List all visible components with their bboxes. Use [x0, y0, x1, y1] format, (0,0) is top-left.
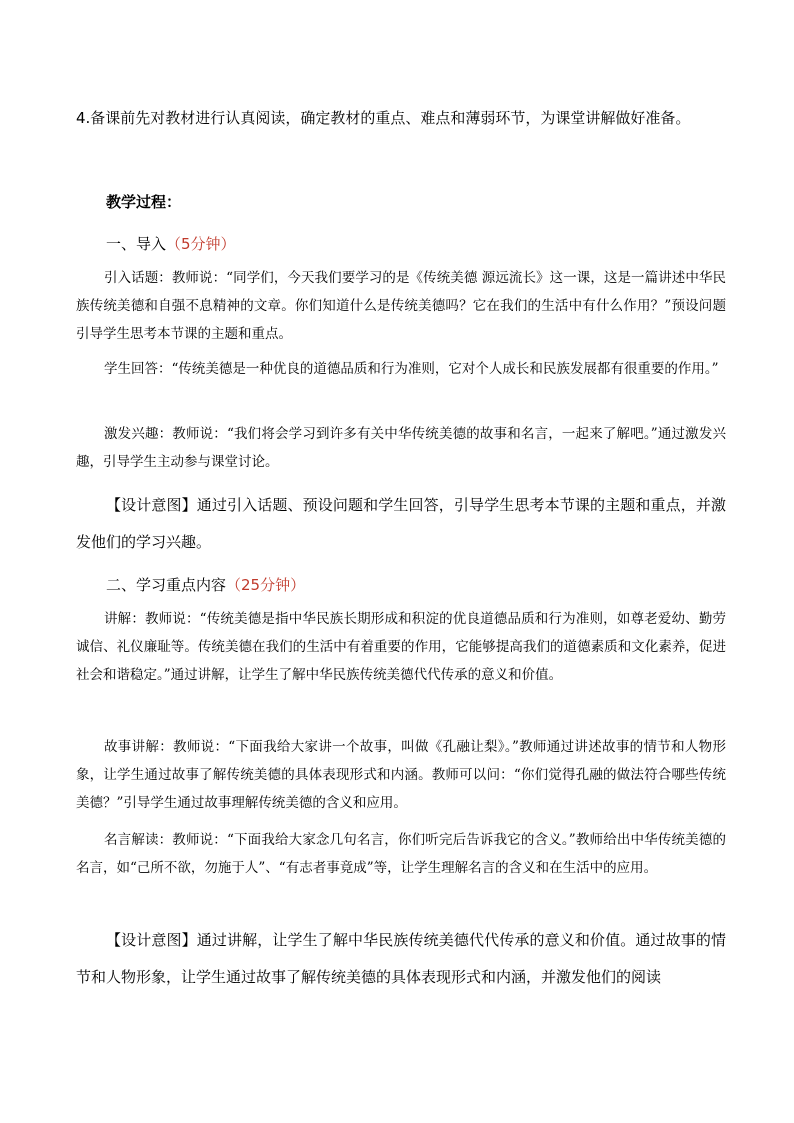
s1-topic-paragraph: 引入话题：教师说：“同学们，今天我们要学习的是《传统美德 源远流长》这一课，这是一篇讲述中华民族传统美德和自强不息精神的文章。你们知道什么是传统美德吗？它在我们的生活中有什么作用？”预设问题引导学生思考本节课的主题和重点。	[76, 270, 726, 342]
teaching-process-heading: 教学过程：	[106, 193, 182, 211]
section-2-heading	[106, 574, 305, 596]
section-1-title: 一、导入	[106, 235, 167, 253]
s2-story-paragraph: 故事讲解：教师说：“下面我给大家讲一个故事，叫做《孔融让梨》。”教师通过讲述故事的情节和人物形象，让学生通过故事了解传统美德的具体表现形式和内涵。教师可以问：“你们觉得孔融的做法符合哪些传统美德？”引导学生通过故事理解传统美德的含义和应用。	[76, 739, 726, 811]
s2-explain-paragraph: 讲解：教师说：“传统美德是指中华民族长期形成和积淀的优良道德品质和行为准则，如尊老爱幼、勤劳诚信、礼仪廉耻等。传统美德在我们的生活中有着重要的作用，它能够提高我们的道德素质和文化素养，促进社会和谐稳定。”通过讲解，让学生了解中华民族传统美德代代传承的意义和价值。	[76, 611, 726, 683]
section-2-time: （25分钟）	[226, 576, 306, 594]
s2-quote-paragraph: 名言解读：教师说：“下面我给大家念几句名言，你们听完后告诉我它的含义。”教师给出中华传统美德的名言，如“己所不欲，勿施于人”、“有志者事竟成”等，让学生理解名言的含义和在生活中的应用。	[76, 832, 726, 876]
s2-design-intent: 【设计意图】通过讲解，让学生了解中华民族传统美德代代传承的意义和价值。通过故事的情节和人物形象，让学生通过故事了解传统美德的具体表现形式和内涵，并激发他们的阅读	[76, 931, 726, 986]
section-1-time: （5分钟）	[166, 235, 236, 253]
s1-answer-paragraph: 学生回答：“传统美德是一种优良的道德品质和行为准则，它对个人成长和民族发展都有很重要的作用。”	[104, 361, 719, 377]
section-2-title: 二、学习重点内容	[106, 576, 227, 594]
s1-design-intent: 【设计意图】通过引入话题、预设问题和学生回答，引导学生思考本节课的主题和重点，并激发他们的学习兴趣。	[76, 496, 726, 551]
s1-interest-paragraph: 激发兴趣：教师说：“我们将会学习到许多有关中华传统美德的故事和名言，一起来了解吧。”通过激发兴趣，引导学生主动参与课堂讨论。	[76, 426, 726, 470]
prep-item-4: 4.备课前先对教材进行认真阅读，确定教材的重点、难点和薄弱环节，为课堂讲解做好准备。	[76, 109, 691, 127]
section-1-heading	[106, 233, 236, 255]
